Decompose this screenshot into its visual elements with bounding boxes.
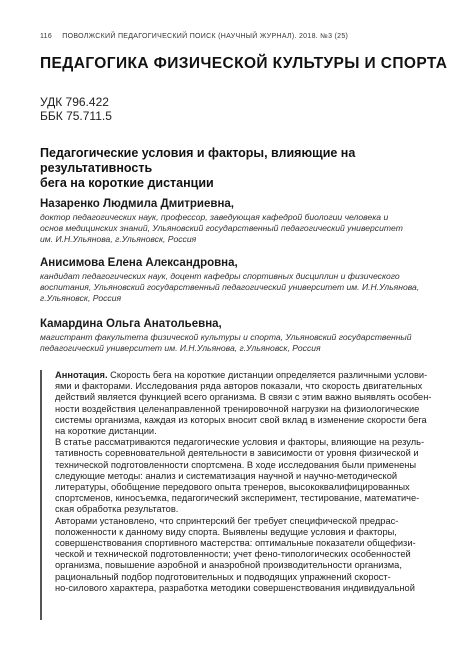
abstract-line: технической подготовленности спортсмена. В ходе исследования были применены — [55, 459, 417, 470]
affiliation-line: основ медицинских знаний, Ульяновский государственный педагогический университет — [40, 223, 403, 233]
affiliation-line: кандидат педагогических наук, доцент кафедры спортивных дисциплин и физического — [40, 271, 400, 281]
affiliation-line: г.Ульяновск, Россия — [40, 293, 122, 303]
bbk-code: ББК 75.711.5 — [40, 109, 112, 123]
abstract-line: следующие методы: анализ и систематизация научной и научно-методической — [55, 470, 398, 481]
abstract-line: ности воздействия целенаправленной тренировочной нагрузки на физиологические — [55, 403, 420, 414]
author-name: Назаренко Людмила Дмитриевна, — [40, 198, 235, 210]
author-block — [40, 256, 440, 304]
abstract-line: рациональный подбор подготовительных и подводящих упражнений скорост- — [55, 571, 391, 582]
abstract-line: Аннотация. Скорость бега на короткие дистанции определяется различными услови- — [55, 370, 428, 380]
abstract-line: совершенствования спортивного мастерства: оптимальные показатели общефизи- — [55, 538, 416, 549]
author-affiliation — [40, 212, 440, 245]
abstract-line: положенности к данному виду спорта. Выявлены ведущие условия и факторы, — [55, 526, 397, 537]
abstract — [40, 370, 440, 620]
author-block — [40, 197, 440, 245]
udk-code: УДК 796.422 — [40, 95, 109, 109]
abstract-line: спортсменов, киносъемка, педагогический эксперимент, тестирование, математиче- — [55, 493, 420, 504]
affiliation-line: педагогический университет им. И.Н.Ульянова, г.Ульяновск, Россия — [40, 343, 321, 353]
abstract-line: на короткие дистанции. — [55, 426, 157, 437]
author-affiliation — [40, 332, 440, 354]
article-title — [40, 146, 440, 191]
author-affiliation — [40, 271, 440, 304]
abstract-line: но-силового характера, разработка методики совершенствования индивидуальной — [55, 582, 415, 593]
section-title: ПЕДАГОГИКА ФИЗИЧЕСКОЙ КУЛЬТУРЫ И СПОРТА — [40, 55, 448, 72]
abstract-line: ями и факторами. Исследования ряда авторов показали, что скорость двигательных — [55, 381, 423, 392]
journal-name: ПОВОЛЖСКИЙ ПЕДАГОГИЧЕСКИЙ ПОИСК (НАУЧНЫЙ ЖУРНАЛ). 2018. №3 (25) — [62, 33, 349, 40]
author-name: Камардина Ольга Анатольевна, — [40, 318, 222, 330]
abstract-line: В статье рассматриваются педагогические условия и факторы, влияющие на резуль- — [55, 437, 425, 448]
abstract-line: системы организма, каждая из которых вносит свой вклад в изменение скорости бега — [55, 414, 427, 425]
abstract-line: действий является функцией всего организма. В связи с этим важно выявлять особен- — [55, 392, 432, 403]
article-title-line: Педагогические условия и факторы, влияющие на результативность — [40, 146, 356, 175]
abstract-line: организма, повышение аэробной и анаэробной производительности организма, — [55, 560, 402, 571]
abstract-line: Авторами установлено, что спринтерский бег требует специфической предрас- — [55, 515, 399, 526]
affiliation-line: им. И.Н.Ульянова, г.Ульяновск, Россия — [40, 234, 197, 244]
affiliation-line: доктор педагогических наук, профессор, заведующая кафедрой биологии человека и — [40, 212, 389, 222]
author-block — [40, 317, 440, 354]
abstract-line: ская обработка результатов. — [55, 504, 179, 515]
abstract-label: Аннотация. — [55, 370, 108, 380]
abstract-line: ческой и технической подготовленности; учет фено-типологических особенностей — [55, 549, 411, 560]
abstract-line: литературы, обобщение передового опыта тренеров, высококвалифицированных — [55, 482, 410, 493]
abstract-text — [55, 370, 440, 594]
article-title-line: бега на короткие дистанции — [40, 176, 214, 190]
classification-codes — [40, 95, 112, 123]
affiliation-line: магистрант факультета физической культуры и спорта, Ульяновский государственный — [40, 332, 412, 342]
author-name: Анисимова Елена Александровна, — [40, 257, 238, 269]
abstract-line: тативность соревновательной деятельности в зависимости от уровня физической и — [55, 448, 419, 459]
affiliation-line: воспитания, Ульяновский государственный педагогический университет им. И.Н.Ульянова, — [40, 282, 420, 292]
running-header — [40, 33, 440, 40]
page-number: 116 — [40, 33, 53, 40]
